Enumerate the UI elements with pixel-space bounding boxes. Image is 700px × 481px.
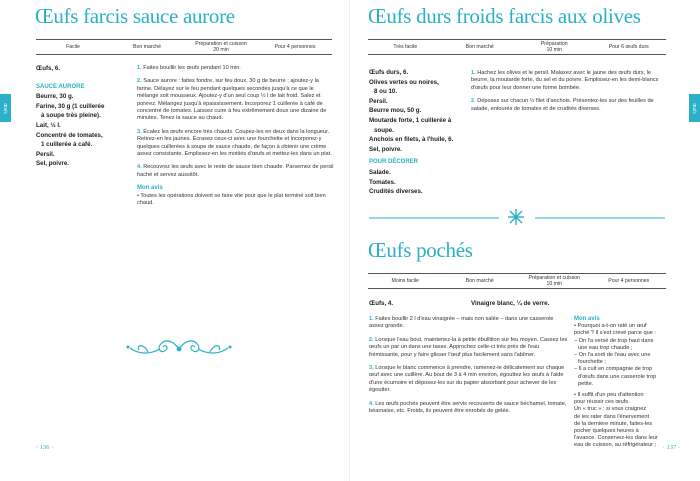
ingredient-item: Œufs durs, 6. (369, 69, 409, 76)
avis-line: – Il a cuit en compagnie de trop (574, 366, 653, 373)
meta-cost: Bon marché (465, 43, 494, 50)
ingredient-item: Salade. (369, 168, 391, 176)
recipe-title-right-2: Œufs pochés (368, 238, 473, 262)
divider-line-left (369, 215, 499, 221)
meta-difficulty: Facile (66, 43, 80, 50)
avis-line: pocher quelques heures à (574, 428, 639, 435)
avis-line: pour réussir ces œufs. (574, 399, 630, 406)
step: 2. Lorsque l'eau bout, maintenez-la à petite ébullition sur feu moyen. Cassez les œufs un par un dans une tasse. Approchez celle-ci très près de l'eau frémissante, pour y faire glisser l'œuf plus facilement sans l'abîmer. (369, 336, 568, 358)
step: 1. Faites bouillir 2 l d'eau vinaigrée – mais non salée – dans une casserole assez grande. (369, 316, 554, 330)
avis-line: poché ? Il s'est crevé parce que : (574, 330, 656, 337)
right-page (350, 0, 700, 481)
recipe-meta-right-2 (368, 273, 666, 289)
sauce-subtitle: SAUCE AURORE (36, 83, 85, 90)
recipe-meta-right-1 (368, 39, 666, 55)
meta-time: Préparation et cuisson 20 min (195, 40, 247, 53)
avis-line: • Il suffit d'un peu d'attention (574, 392, 644, 399)
ingredient-item: Crudités diverses. (369, 188, 423, 196)
ingredient-item: 1 cuillerée à café. (41, 141, 93, 149)
section-tab-label: Œufs (2, 102, 8, 114)
ingredient-item: Sel, poivre. (36, 160, 70, 168)
avis-line: petite. (578, 380, 594, 387)
meta-time: Préparation et cuisson 10 min (528, 274, 581, 287)
step: 3. Écalez les œufs encore très chauds. Coupez-les en deux dans la longueur. Retirez-en les jaunes. Écrasez ceux-ci avec une fourchette et incorporez-y quelques cuillerées à soupe de sauce chaude, de façon à obtenir une crème assez consistante. Emplissez-en les moitiés d'œufs et mettez-les dans un plat. (137, 128, 332, 158)
ingredient-item: Anchois en filets, à l'huile, 6. (369, 136, 454, 144)
meta-difficulty: Moins facile (391, 277, 419, 284)
avis-line: – On l'a sorti de l'eau avec une (574, 352, 651, 359)
avis-line: d'œufs dans une casserole trop (578, 373, 657, 380)
section-tab-left (0, 94, 11, 122)
meta-cost: Bon marché (465, 277, 494, 284)
ingredient-item: 8 ou 10. (374, 88, 398, 96)
avis-line: eau de cuisson, au réfrigérateur ; (574, 442, 657, 449)
steps-left (137, 65, 335, 208)
section-tab-label: Œufs (691, 102, 697, 114)
step: 1. Faites bouillir les œufs pendant 10 min. (137, 65, 241, 71)
divider-line-right (535, 215, 665, 221)
ingredient-item: Lait, ½ l. (36, 121, 61, 129)
snowflake-ornament-icon (507, 208, 525, 226)
ingredients-right-2b: Vinaigre blanc, ¼ de verre. (471, 300, 550, 307)
ingredient-item: Sel, poivre. (369, 145, 403, 153)
avis-line: Un « truc » : si vous craignez (574, 406, 647, 413)
section-tab-right (689, 94, 700, 122)
step: 2. Déposez sur chacun ½ filet d'anchois. Présentez-les sur des feuilles de salade, entourés de tomates et de crudités diverses. (471, 98, 654, 112)
meta-servings: Pour 6 œufs durs (608, 43, 649, 50)
avis-line: fourchette ; (578, 359, 606, 366)
step: 4. Les œufs pochés peuvent être servis recouverts de sauce béchamel, tomate, béarnaise, etc. Froids, ils peuvent être enrobés de gelée. (369, 400, 567, 415)
ornament-flourish-icon (124, 337, 234, 361)
ingredients-right-2a: Œufs, 4. (369, 300, 394, 307)
recipe-title-right-1: Œufs durs froids farcis aux olives (368, 4, 641, 28)
recipe-title-left: Œufs farcis sauce aurore (35, 4, 235, 28)
page-number-right: · 137 · (662, 444, 680, 451)
avis-line: l'avance. Conservez-les dans leur (574, 435, 658, 442)
avis-title-right: Mon avis (574, 316, 600, 322)
ingredient-item: Farine, 30 g (1 cuillerée (36, 102, 105, 110)
step: 2. Sauce aurore : faites fondre, sur feu doux, 30 g de beurre ; ajoutez-y la farine. Délayez sur le feu pendant quelques secondes jusqu'à ce que le mélange soit mousseux. Ajoutez-y d'un seul coup ½ l de lait froid. Salez et poivrez. Mélangez jusqu'à épaississement. Incorporez 1 cuillerée à café de concentré de tomates. Laissez cuire à feu extrêmement doux une dizaine de minutes. Tenez la sauce au chaud. (137, 78, 327, 122)
step: 1. Hachez les olives et le persil. Malaxez avec le jaune des œufs durs, le beurre, la moutarde forte, du sel et du poivre. Emplissez-en les demi-blancs d'œufs pour leur donner une forme bombée. (471, 70, 659, 91)
ingredient-item: Tomates. (369, 178, 396, 186)
ingredient-item: Olives vertes ou noires, (369, 78, 439, 86)
step: 4. Recouvrez les œufs avec le reste de sauce bien chaude. Parsemez de persil haché et servez aussitôt. (137, 164, 334, 178)
ingredient-item: Beurre mou, 50 g. (369, 107, 422, 115)
ingredient-item: à soupe très pleine). (41, 112, 101, 120)
ingredients-right-1 (369, 68, 474, 197)
ingredient-item: Moutarde forte, 1 cuillerée à (369, 116, 452, 124)
ingredient-item: soupe. (374, 126, 394, 134)
meta-cost: Bon marché (133, 43, 161, 50)
meta-difficulty: Très facile (393, 43, 418, 50)
steps-right-1 (471, 70, 666, 119)
avis-title-left: Mon avis (137, 185, 163, 192)
decor-subtitle: POUR DÉCORER (369, 159, 419, 166)
avis-line: une eau trop chaude ; (578, 344, 633, 351)
avis-line: • Pourquoi a-t-on raté un œuf (574, 323, 647, 330)
step: 3. Lorsque le blanc commence à prendre, ramenez-le délicatement sur chaque œuf avec une cuillère. Au bout de 3 à 4 min environ, égouttez les œufs à l'aide d'une écumoire et déposez-les sur du papier absorbant pour achever de les égoutter. (369, 365, 565, 394)
ingredient-item: Beurre, 30 g. (36, 93, 74, 101)
ingredient-item: Concentré de tomates, (36, 131, 103, 139)
meta-servings: Pour 4 personnes (274, 43, 316, 50)
avis-text-left: • Toutes les opérations doivent se faire vite pour que le plat terminé soit bien chaud. (137, 192, 326, 207)
avis-line: de les rater dans l'énervement (574, 413, 650, 420)
ingredients-left (36, 64, 126, 169)
ingredient-item: Persil. (369, 97, 388, 105)
recipe-meta-left (36, 39, 332, 55)
avis-line: – On l'a versé de trop haut dans (574, 337, 654, 344)
ingredient-item: Persil. (36, 150, 55, 158)
page-number-left: · 136 · (36, 444, 54, 451)
meta-time: Préparation 10 min (540, 40, 568, 53)
steps-right-2 (369, 316, 569, 421)
ingredient-item: Œufs, 6. (36, 65, 61, 72)
avis-right (574, 316, 678, 450)
avis-line: de la dernière minute, faites-les (574, 420, 653, 427)
meta-servings: Pour 4 personnes (608, 277, 650, 284)
